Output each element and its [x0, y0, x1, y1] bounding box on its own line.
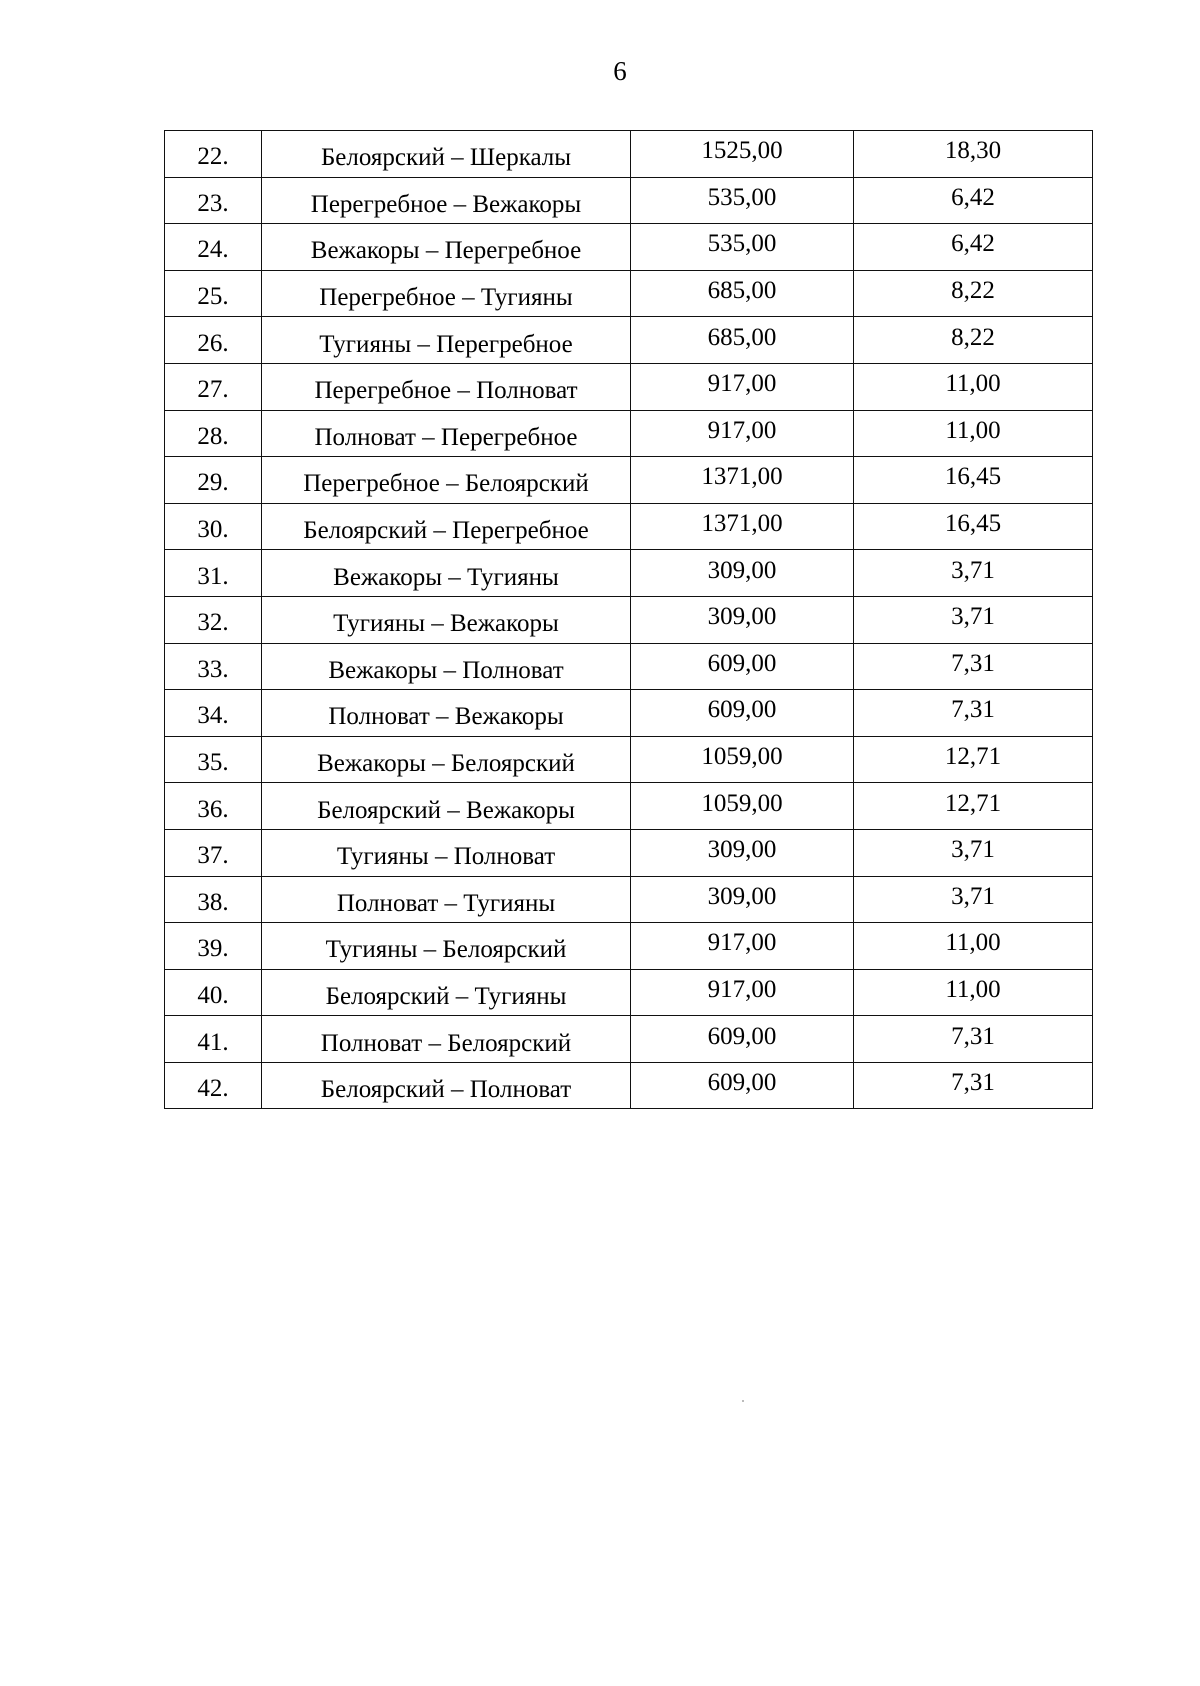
route-name: Перегребное – Тугияны [262, 270, 631, 317]
secondary-value: 7,31 [854, 1062, 1093, 1109]
route-name: Перегребное – Белоярский [262, 457, 631, 504]
secondary-value: 8,22 [854, 317, 1093, 364]
fare-value: 309,00 [631, 596, 854, 643]
table-row [165, 1062, 1093, 1109]
route-name: Полноват – Тугияны [262, 876, 631, 923]
table-row [165, 643, 1093, 690]
table-row [165, 410, 1093, 457]
secondary-value: 6,42 [854, 177, 1093, 224]
table-row [165, 923, 1093, 970]
fare-value: 917,00 [631, 363, 854, 410]
fare-value: 1525,00 [631, 131, 854, 178]
table-row [165, 131, 1093, 178]
route-name: Перегребное – Полноват [262, 363, 631, 410]
table-row [165, 596, 1093, 643]
secondary-value: 8,22 [854, 270, 1093, 317]
fare-value: 1371,00 [631, 503, 854, 550]
row-number: 40. [165, 969, 262, 1016]
table-row [165, 783, 1093, 830]
table-row [165, 690, 1093, 737]
fare-value: 535,00 [631, 177, 854, 224]
secondary-value: 3,71 [854, 550, 1093, 597]
secondary-value: 7,31 [854, 690, 1093, 737]
route-name: Белоярский – Вежакоры [262, 783, 631, 830]
secondary-value: 3,71 [854, 829, 1093, 876]
table-row [165, 1016, 1093, 1063]
fare-value: 609,00 [631, 690, 854, 737]
route-name: Полноват – Белоярский [262, 1016, 631, 1063]
row-number: 33. [165, 643, 262, 690]
secondary-value: 16,45 [854, 457, 1093, 504]
row-number: 35. [165, 736, 262, 783]
row-number: 23. [165, 177, 262, 224]
fare-value: 309,00 [631, 876, 854, 923]
page-number: 6 [613, 56, 627, 86]
secondary-value: 12,71 [854, 736, 1093, 783]
fare-value: 917,00 [631, 923, 854, 970]
route-name: Белоярский – Тугияны [262, 969, 631, 1016]
row-number: 25. [165, 270, 262, 317]
fare-value: 609,00 [631, 1062, 854, 1109]
secondary-value: 11,00 [854, 923, 1093, 970]
route-name: Вежакоры – Тугияны [262, 550, 631, 597]
row-number: 24. [165, 224, 262, 271]
secondary-value: 11,00 [854, 363, 1093, 410]
fare-value: 917,00 [631, 410, 854, 457]
row-number: 34. [165, 690, 262, 737]
scan-speck [742, 1400, 744, 1402]
row-number: 39. [165, 923, 262, 970]
row-number: 30. [165, 503, 262, 550]
route-name: Тугияны – Вежакоры [262, 596, 631, 643]
table-row [165, 876, 1093, 923]
secondary-value: 11,00 [854, 969, 1093, 1016]
route-name: Вежакоры – Полноват [262, 643, 631, 690]
fare-value: 535,00 [631, 224, 854, 271]
route-name: Белоярский – Шеркалы [262, 131, 631, 178]
row-number: 32. [165, 596, 262, 643]
route-fare-table [164, 130, 1093, 1109]
fare-value: 917,00 [631, 969, 854, 1016]
row-number: 22. [165, 131, 262, 178]
row-number: 26. [165, 317, 262, 364]
fare-value: 609,00 [631, 643, 854, 690]
table-row [165, 829, 1093, 876]
fare-value: 1059,00 [631, 783, 854, 830]
table-row [165, 363, 1093, 410]
table-row [165, 550, 1093, 597]
row-number: 41. [165, 1016, 262, 1063]
fare-value: 685,00 [631, 270, 854, 317]
table-row [165, 317, 1093, 364]
fare-value: 309,00 [631, 550, 854, 597]
table-row [165, 969, 1093, 1016]
fare-value: 1059,00 [631, 736, 854, 783]
table-row [165, 224, 1093, 271]
table-row [165, 736, 1093, 783]
table-row [165, 503, 1093, 550]
row-number: 29. [165, 457, 262, 504]
route-name: Белоярский – Перегребное [262, 503, 631, 550]
row-number: 28. [165, 410, 262, 457]
route-name: Вежакоры – Белоярский [262, 736, 631, 783]
table-row [165, 177, 1093, 224]
route-name: Белоярский – Полноват [262, 1062, 631, 1109]
table-row [165, 457, 1093, 504]
secondary-value: 11,00 [854, 410, 1093, 457]
secondary-value: 6,42 [854, 224, 1093, 271]
route-name: Вежакоры – Перегребное [262, 224, 631, 271]
fare-value: 1371,00 [631, 457, 854, 504]
table-row [165, 270, 1093, 317]
fare-value: 685,00 [631, 317, 854, 364]
row-number: 38. [165, 876, 262, 923]
secondary-value: 7,31 [854, 1016, 1093, 1063]
secondary-value: 3,71 [854, 596, 1093, 643]
route-name: Тугияны – Полноват [262, 829, 631, 876]
row-number: 27. [165, 363, 262, 410]
row-number: 42. [165, 1062, 262, 1109]
secondary-value: 3,71 [854, 876, 1093, 923]
row-number: 31. [165, 550, 262, 597]
row-number: 37. [165, 829, 262, 876]
route-name: Полноват – Перегребное [262, 410, 631, 457]
fare-value: 309,00 [631, 829, 854, 876]
row-number: 36. [165, 783, 262, 830]
secondary-value: 7,31 [854, 643, 1093, 690]
secondary-value: 16,45 [854, 503, 1093, 550]
secondary-value: 12,71 [854, 783, 1093, 830]
route-name: Тугияны – Перегребное [262, 317, 631, 364]
route-name: Перегребное – Вежакоры [262, 177, 631, 224]
route-name: Тугияны – Белоярский [262, 923, 631, 970]
fare-value: 609,00 [631, 1016, 854, 1063]
secondary-value: 18,30 [854, 131, 1093, 178]
route-name: Полноват – Вежакоры [262, 690, 631, 737]
